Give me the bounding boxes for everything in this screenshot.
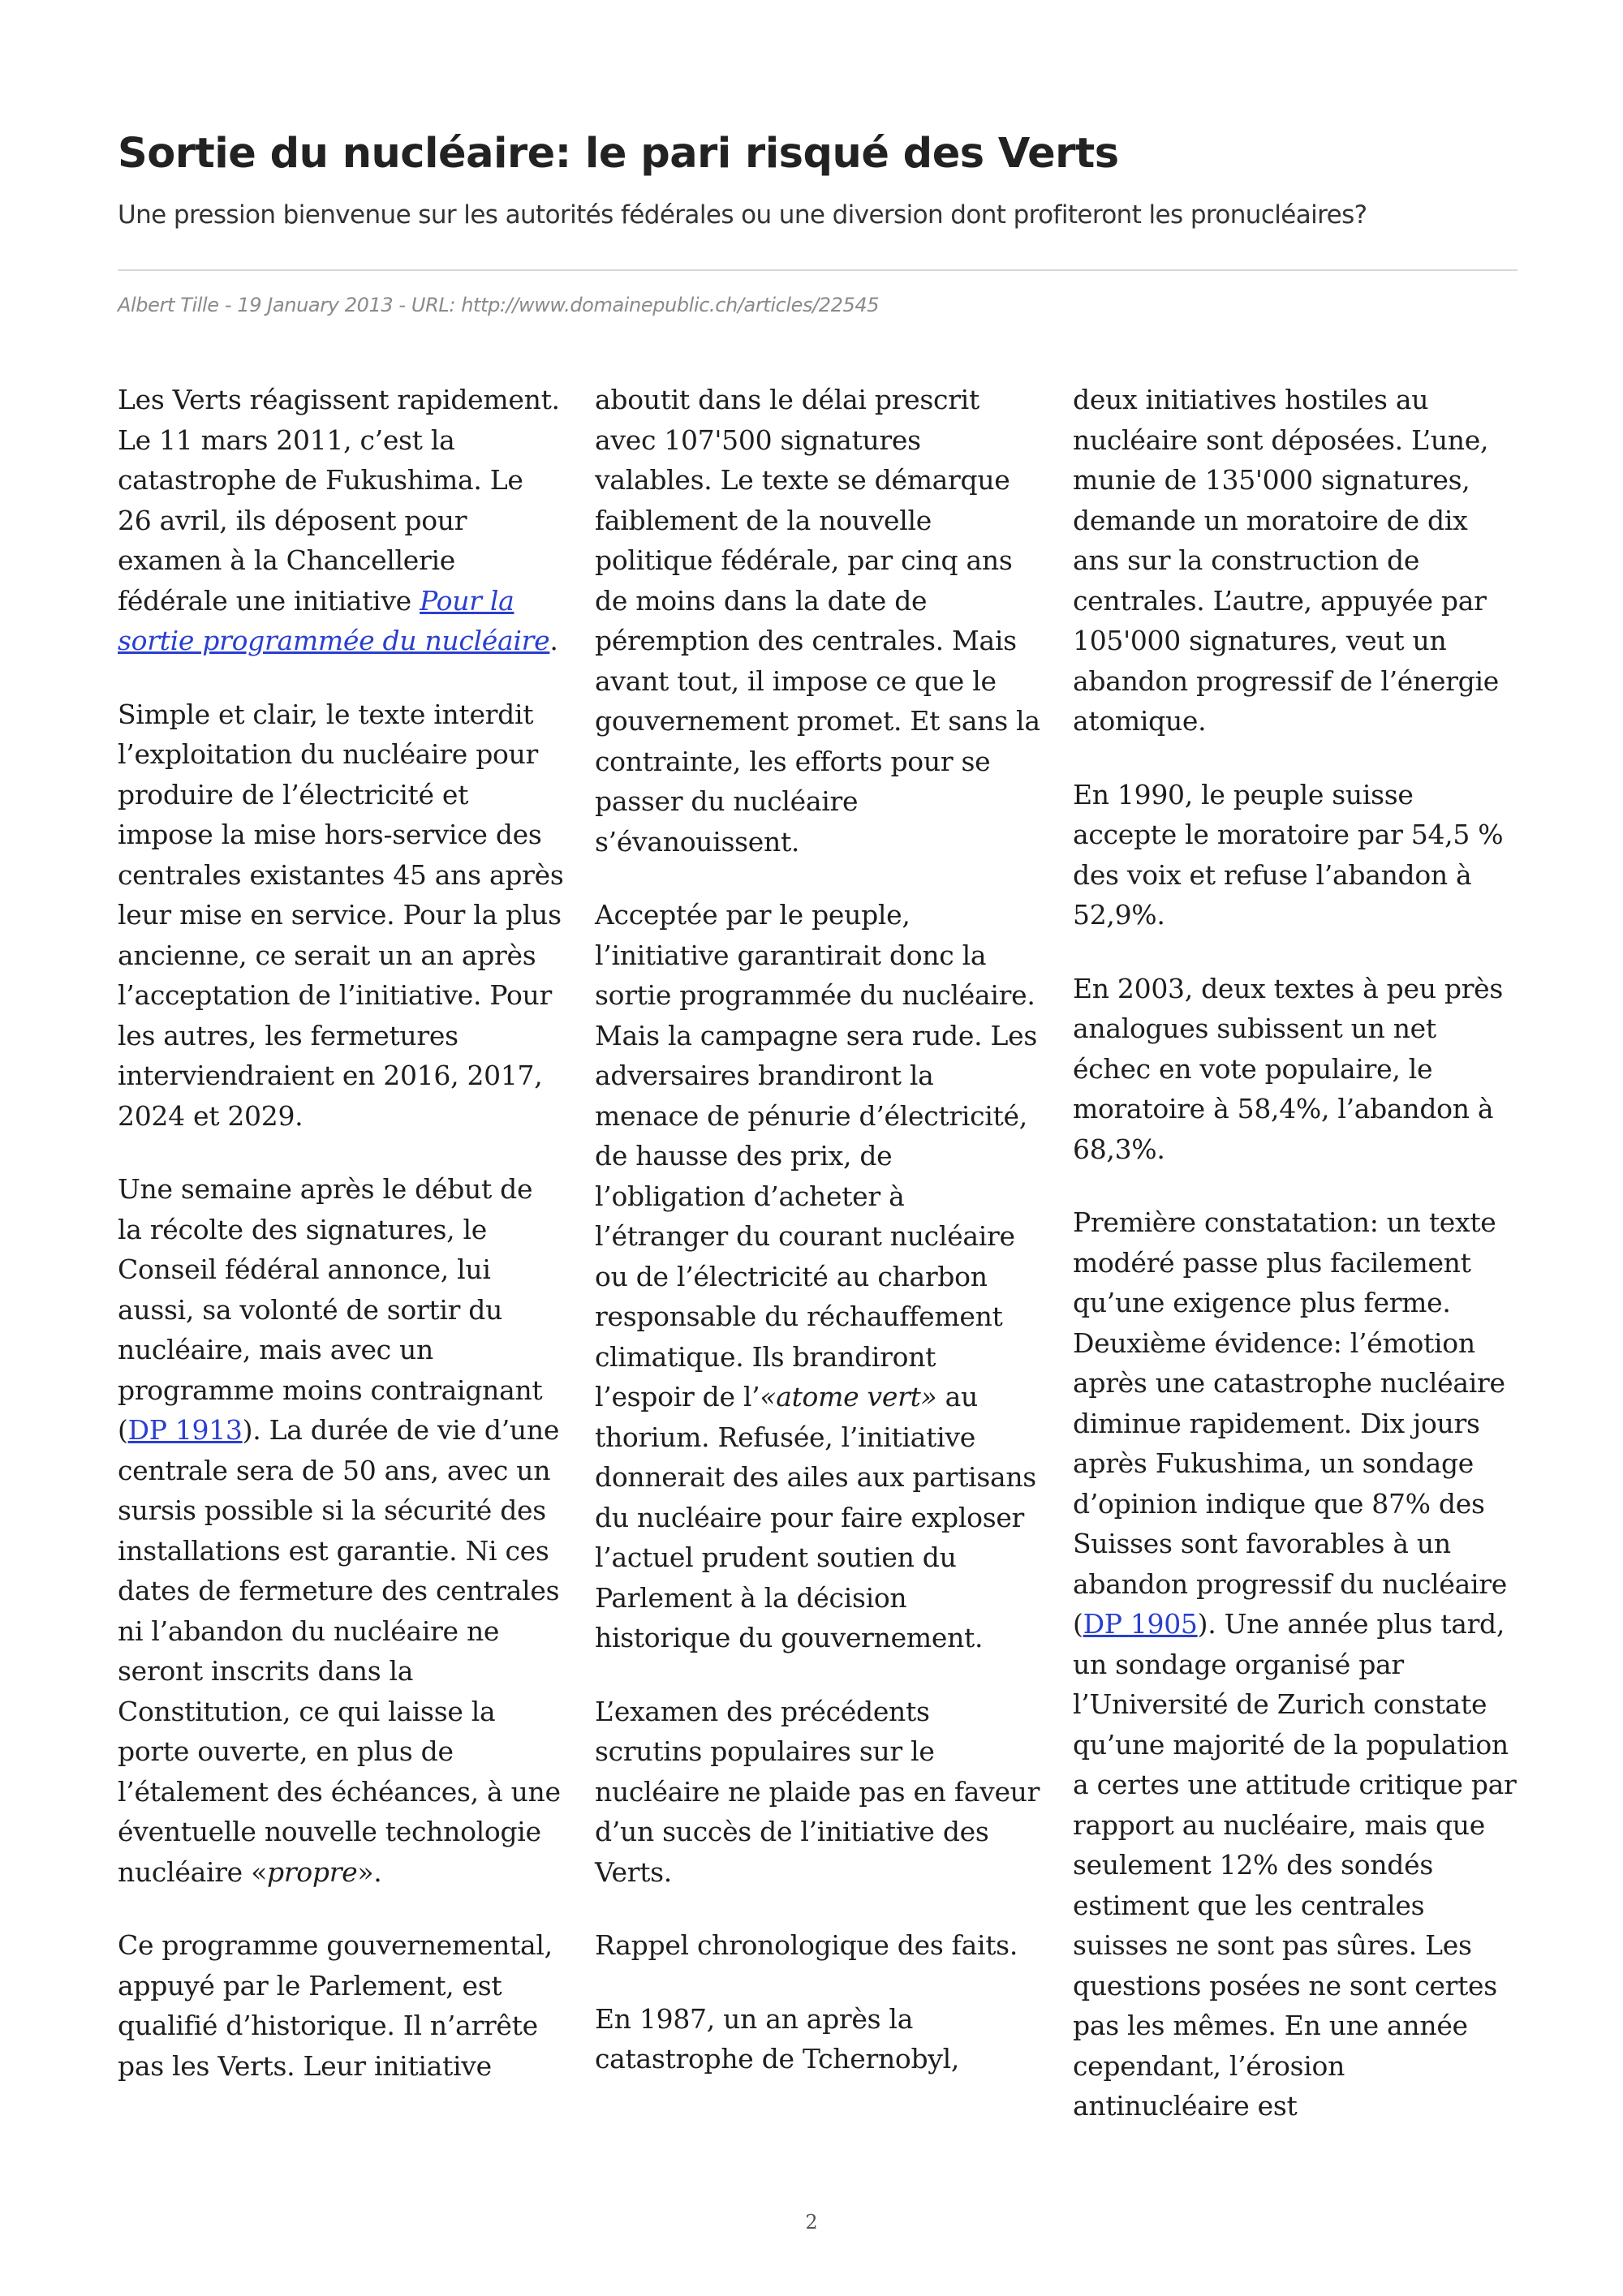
paragraph-text: Première constatation: un texte modéré passe plus facilement qu’une exigence plus ferme. Deuxième évidence: l’émotion après une catastrophe nucléaire diminue rapidement. Dix jours après Fukushima, un sondage d’opinion indique que 87% des Suisses sont favorables à un abandon progressif du nucléaire ( bbox=[1073, 1206, 1507, 1640]
dp-1905-link[interactable]: DP 1905 bbox=[1083, 1608, 1198, 1640]
page-title: Sortie du nucléaire: le pari risqué des Verts bbox=[118, 130, 1119, 178]
article-body bbox=[118, 380, 1522, 2165]
paragraph: L’examen des précédents scrutins populaires sur le nucléaire ne plaide pas en faveur d’un succès de l’initiative des Verts. bbox=[595, 1695, 1040, 1888]
article-header bbox=[118, 130, 1518, 230]
paragraph-text: au thorium. Refusée, l’initiative donnerait des ailes aux partisans du nucléaire pour faire exploser l’actuel prudent soutien du Parlement à la décision historique du gouvernement. bbox=[595, 1381, 1036, 1653]
page-subtitle: Une pression bienvenue sur les autorités fédérales ou une diversion dont profiteront les pronucléaires? bbox=[118, 200, 1367, 230]
column-3 bbox=[1073, 380, 1519, 2160]
paragraph: En 1987, un an après la catastrophe de Tchernobyl, bbox=[595, 2002, 960, 2075]
paragraph: Ce programme gouvernemental, appuyé par le Parlement, est qualifié d’historique. Il n’arrête pas les Verts. Leur initiative bbox=[118, 1929, 553, 2082]
paragraph-text: ». bbox=[357, 1855, 382, 1888]
paragraph-text: Une semaine après le début de la récolte des signatures, le Conseil fédéral annonce, lui aussi, sa volonté de sortir du nucléaire, mais avec un programme moins contraignant ( bbox=[118, 1173, 543, 1446]
emphasis-text: propre bbox=[267, 1855, 358, 1888]
paragraph-text: ). La durée de vie d’une centrale sera de 50 ans, avec un sursis possible si la sécurité des installations est garantie. Ni ces dates de fermeture des centrales ni l’abandon du nucléaire ne seront inscrits dans la Constitution, ce qui laisse la porte ouverte, en plus de l’étalement des échéances, à une éventuelle nouvelle technologie nucléaire « bbox=[118, 1414, 561, 1888]
paragraph-text: . bbox=[549, 625, 558, 656]
initiative-link[interactable]: Pour la sortie programmée du nucléaire bbox=[118, 584, 550, 656]
paragraph: Simple et clair, le texte interdit l’exploitation du nucléaire pour produire de l’électricité et impose la mise hors-service des centrales existantes 45 ans après leur mise en service. Pour la plus ancienne, ce serait un an après l’acceptation de l’initiative. Pour les autres, les fermetures interviendraient en 2016, 2017, 2024 et 2029. bbox=[118, 698, 564, 1132]
page-number: 2 bbox=[805, 2211, 818, 2234]
paragraph bbox=[118, 1169, 564, 1892]
paragraph: aboutit dans le délai prescrit avec 107'500 signatures valables. Le texte se démarque faiblement de la nouvelle politique fédérale, par cinq ans de moins dans la date de péremption des centrales. Mais avant tout, il impose ce que le gouvernement promet. Et sans la contrainte, les efforts pour se passer du nucléaire s’évanouissent. bbox=[595, 384, 1040, 858]
paragraph bbox=[595, 895, 1041, 1658]
dp-1913-link[interactable]: DP 1913 bbox=[127, 1414, 243, 1446]
article-meta: Albert Tille - 19 January 2013 - URL: http://www.domainepublic.ch/articles/22545 bbox=[118, 294, 880, 316]
paragraph-text: Les Verts réagissent rapidement. Le 11 mars 2011, c’est la catastrophe de Fukushima. Le 26 avril, ils déposent pour examen à la Chancellerie fédérale une initiative bbox=[118, 384, 560, 617]
paragraph-text: ). Une année plus tard, un sondage organisé par l’Université de Zurich constate qu’une majorité de la population a certes une attitude critique par rapport au nucléaire, mais que seulement 12% des sondés estiment que les centrales suisses ne sont pas sûres. Les questions posées ne sont certes pas les mêmes. En une année cependant, l’érosion antinucléaire est bbox=[1073, 1608, 1517, 2122]
paragraph: En 1990, le peuple suisse accepte le moratoire par 54,5 % des voix et refuse l’abandon à 52,9%. bbox=[1073, 778, 1504, 931]
column-1 bbox=[118, 380, 564, 2119]
paragraph-text: Acceptée par le peuple, l’initiative garantirait donc la sortie programmée du nucléaire. Mais la campagne sera rude. Les adversaires brandiront la menace de pénurie d’électricité, de hausse des prix, de l’obligation d’acheter à l’étranger du courant nucléaire ou de l’électricité au charbon responsable du réchauffement climatique. Ils brandiront l’espoir de l’ bbox=[595, 899, 1037, 1412]
emphasis-text: «atome vert» bbox=[760, 1381, 937, 1412]
header-divider bbox=[118, 269, 1518, 271]
paragraph: En 2003, deux textes à peu près analogues subissent un net échec en vote populaire, le moratoire à 58,4%, l’abandon à 68,3%. bbox=[1073, 972, 1504, 1165]
paragraph bbox=[118, 380, 564, 661]
paragraph: Rappel chronologique des faits. bbox=[595, 1929, 1018, 1961]
paragraph: deux initiatives hostiles au nucléaire sont déposées. L’une, munie de 135'000 signatures, demande un moratoire de dix ans sur la construction de centrales. L’autre, appuyée par 105'000 signatures, veut un abandon progressif de l’énergie atomique. bbox=[1073, 384, 1499, 737]
column-2 bbox=[595, 380, 1041, 2113]
paragraph bbox=[1073, 1202, 1519, 2126]
